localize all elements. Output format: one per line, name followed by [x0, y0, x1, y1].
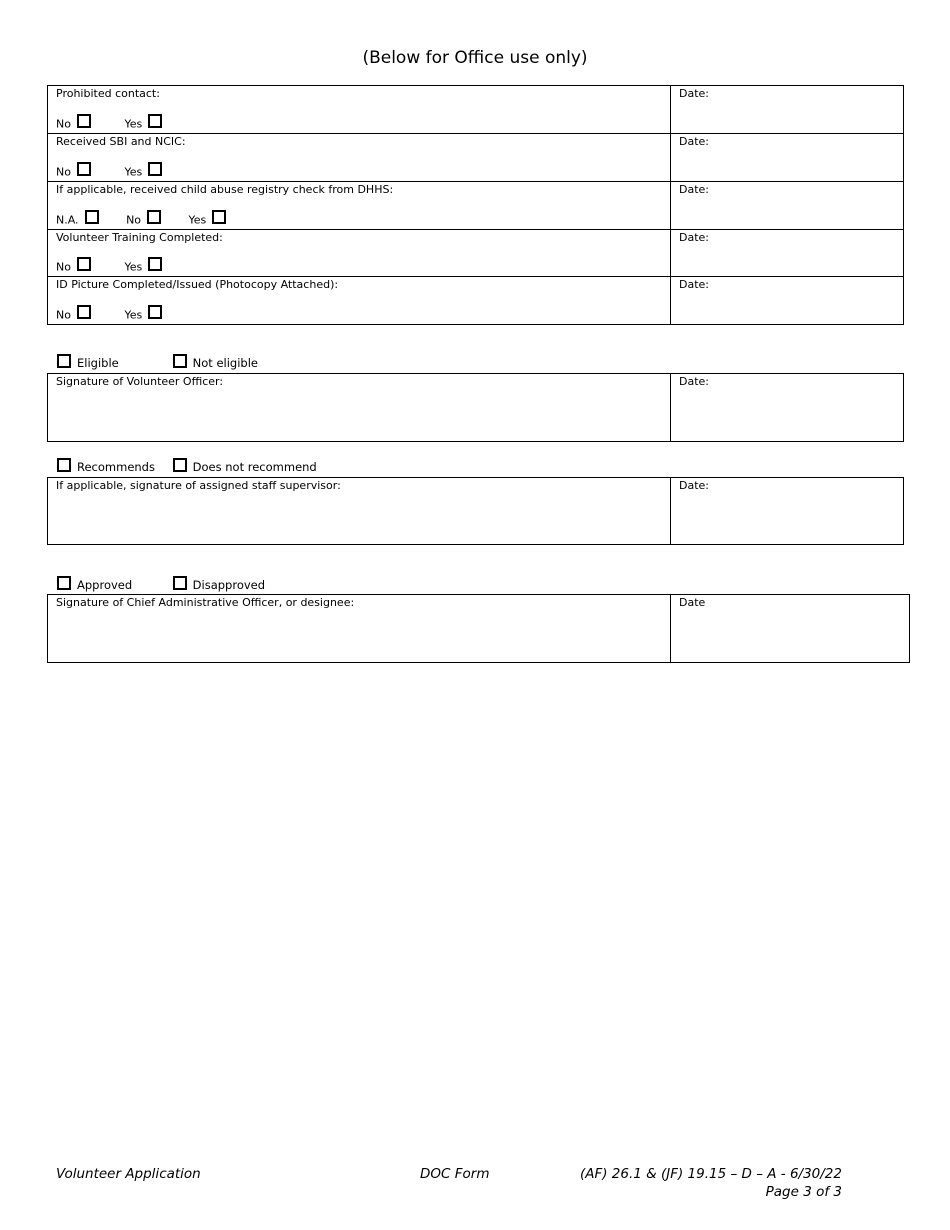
date-field[interactable] [671, 478, 904, 545]
date-field[interactable] [671, 230, 904, 277]
date-label: Date: [679, 231, 709, 244]
option-label: N.A. [56, 213, 79, 227]
signature-label: Signature of Volunteer Officer: [56, 375, 224, 388]
checkbox-yes[interactable] [212, 210, 226, 224]
eligibility-options [57, 356, 258, 371]
option-label: No [56, 260, 71, 274]
checkbox-yes[interactable] [148, 305, 162, 319]
checkbox-no[interactable] [77, 114, 91, 128]
date-field[interactable] [671, 134, 904, 182]
checkbox-eligible[interactable] [57, 354, 71, 368]
check-label: Received SBI and NCIC: [56, 135, 186, 148]
check-label: Volunteer Training Completed: [56, 231, 223, 244]
option-label: Yes [124, 260, 143, 274]
option-label: Recommends [77, 460, 155, 474]
option-label: No [56, 165, 71, 179]
checkbox-recommends[interactable] [57, 458, 71, 472]
checkbox-approved[interactable] [57, 576, 71, 590]
office-checks-table [47, 85, 904, 325]
date-field[interactable] [671, 277, 904, 325]
footer-form-type: DOC Form [420, 1166, 490, 1182]
check-label: ID Picture Completed/Issued (Photocopy Attached): [56, 278, 339, 291]
signature-label: Signature of Chief Administrative Officer, or designee: [56, 596, 355, 609]
check-row-id-picture [48, 277, 904, 325]
recommendation-options [57, 460, 317, 475]
date-label: Date: [679, 183, 709, 196]
date-label: Date: [679, 375, 709, 388]
approval-options [57, 578, 265, 593]
date-field[interactable] [671, 374, 904, 442]
date-label: Date [679, 596, 706, 609]
staff-supervisor-signature-table [47, 477, 904, 545]
checkbox-no[interactable] [147, 210, 161, 224]
checkbox-yes[interactable] [148, 257, 162, 271]
checkbox-disapproved[interactable] [173, 576, 187, 590]
signature-field[interactable] [48, 595, 671, 663]
option-label: Approved [77, 578, 133, 592]
checkbox-no[interactable] [77, 257, 91, 271]
date-field[interactable] [671, 595, 910, 663]
footer-form-name: Volunteer Application [56, 1166, 201, 1182]
checkbox-does-not-recommend[interactable] [173, 458, 187, 472]
chief-administrative-officer-signature-table [47, 594, 910, 663]
date-field[interactable] [671, 182, 904, 230]
check-row-prohibited-contact [48, 86, 904, 134]
footer-page-number: Page 3 of 3 [765, 1184, 842, 1200]
checkbox-no[interactable] [77, 305, 91, 319]
check-row-child-abuse-registry [48, 182, 904, 230]
volunteer-officer-signature-table [47, 373, 904, 442]
checkbox-not-eligible[interactable] [173, 354, 187, 368]
checkbox-yes[interactable] [148, 114, 162, 128]
checkbox-na[interactable] [85, 210, 99, 224]
date-label: Date: [679, 479, 709, 492]
check-label: If applicable, received child abuse registry check from DHHS: [56, 183, 394, 196]
option-label: Disapproved [192, 578, 266, 592]
option-label: No [56, 117, 71, 131]
date-label: Date: [679, 278, 709, 291]
date-label: Date: [679, 87, 709, 100]
signature-label: If applicable, signature of assigned staff supervisor: [56, 479, 341, 492]
checkbox-no[interactable] [77, 162, 91, 176]
check-row-volunteer-training [48, 230, 904, 277]
page-title: (Below for Office use only) [362, 48, 588, 68]
check-row-sbi-ncic [48, 134, 904, 182]
checkbox-yes[interactable] [148, 162, 162, 176]
signature-field[interactable] [48, 478, 671, 545]
option-label: Does not recommend [192, 460, 317, 474]
option-label: No [56, 308, 71, 322]
option-label: Yes [124, 308, 143, 322]
option-label: Eligible [77, 356, 119, 370]
option-label: Yes [124, 165, 143, 179]
signature-field[interactable] [48, 374, 671, 442]
option-label: No [126, 213, 142, 227]
check-label: Prohibited contact: [56, 87, 160, 100]
option-label: Yes [124, 117, 143, 131]
date-field[interactable] [671, 86, 904, 134]
date-label: Date: [679, 135, 709, 148]
footer-form-code: (AF) 26.1 & (JF) 19.15 – D – A - 6/30/22 [579, 1166, 842, 1182]
option-label: Yes [188, 213, 207, 227]
option-label: Not eligible [192, 356, 258, 370]
